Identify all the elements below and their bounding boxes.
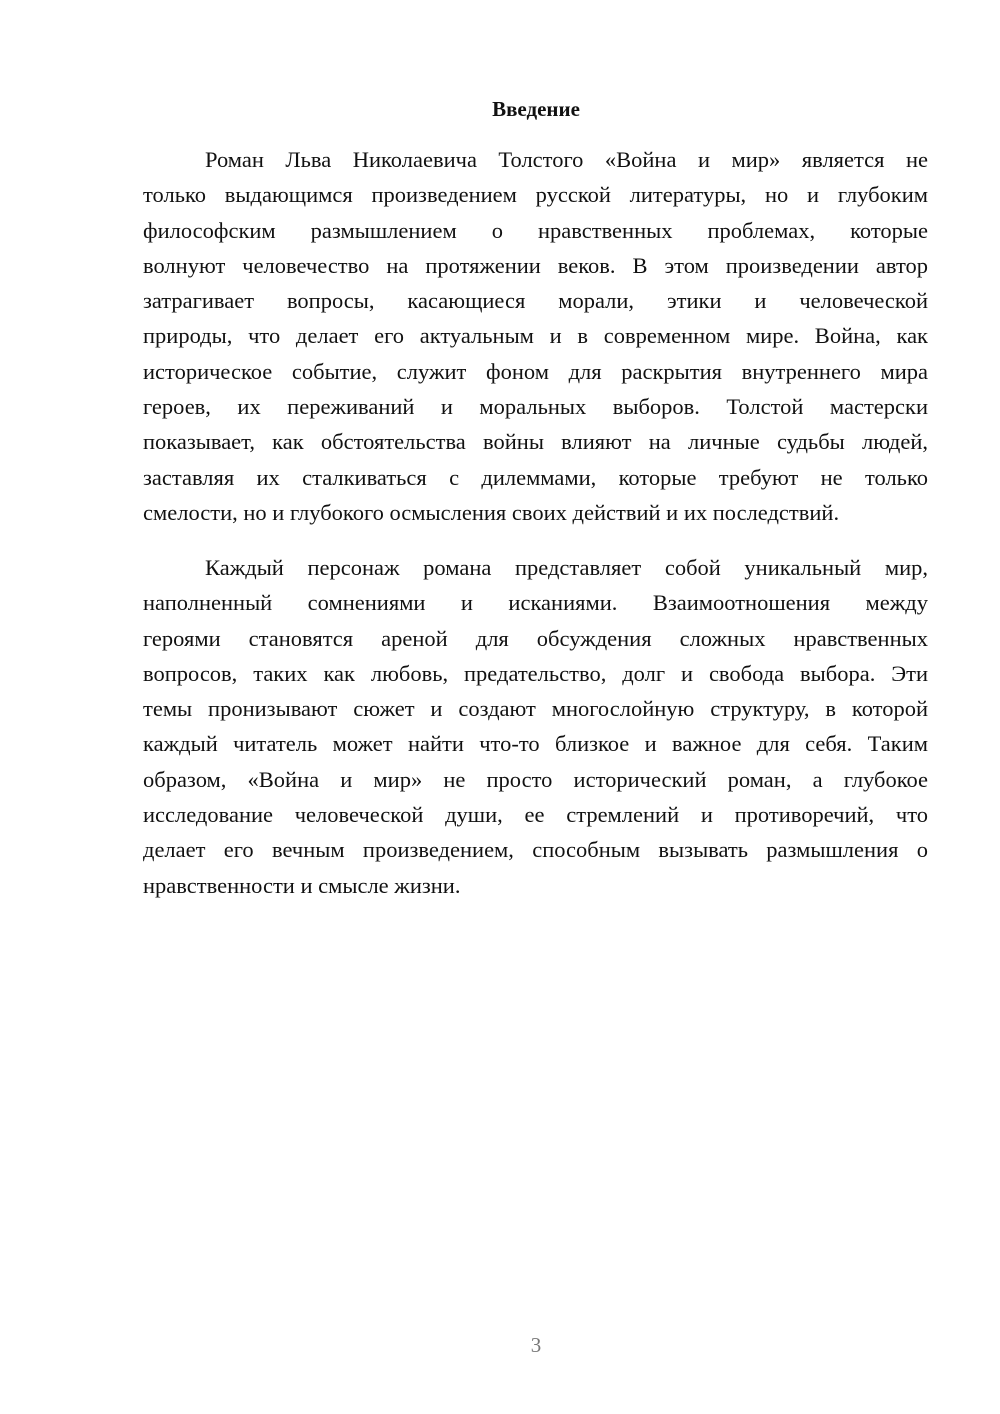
text-line: смелости, но и глубокого осмысления своих действий и их последствий. [143,499,840,525]
text-line: наполненный сомнениями и исканиями. Взаимоотношения между [143,590,928,616]
paragraph-2 [143,550,928,903]
text-line: делает его вечным произведением, способным вызывать размышления о [143,837,928,863]
text-line: нравственности и смысле жизни. [143,872,461,898]
text-line: показывает, как обстоятельства войны влияют на личные судьбы людей, [143,429,928,455]
text-line: заставляя их сталкиваться с дилеммами, которые требуют не только [143,464,928,490]
text-line: природы, что делает его актуальным и в современном мире. Война, как [143,323,928,349]
text-line: Роман Льва Николаевича Толстого «Война и мир» является не [205,147,928,172]
text-line: философским размышлением о нравственных проблемах, которые [143,217,928,243]
text-line: Каждый персонаж романа представляет собой уникальный мир, [205,555,928,580]
text-line: только выдающимся произведением русской литературы, но и глубоким [143,182,928,208]
text-line: вопросов, таких как любовь, предательство, долг и свобода выбора. Эти [143,660,928,686]
page-number: 3 [530,1333,542,1357]
text-line: затрагивает вопросы, касающиеся морали, этики и человеческой [143,288,928,314]
text-line: каждый читатель может найти что-то близкое и важное для себя. Таким [143,731,928,757]
paragraph-1 [143,142,928,530]
text-line: исследование человеческой души, ее стремлений и противоречий, что [143,802,928,828]
text-line: героями становятся ареной для обсуждения сложных нравственных [143,625,928,651]
text-line: героев, их переживаний и моральных выборов. Толстой мастерски [143,394,928,420]
text-line: историческое событие, служит фоном для раскрытия внутреннего мира [143,358,928,384]
text-line: образом, «Война и мир» не просто исторический роман, а глубокое [143,766,928,792]
text-line: темы пронизывают сюжет и создают многослойную структуру, в которой [143,696,928,722]
text-line: волнуют человечество на протяжении веков. В этом произведении автор [143,252,928,278]
section-heading: Введение [492,97,580,121]
